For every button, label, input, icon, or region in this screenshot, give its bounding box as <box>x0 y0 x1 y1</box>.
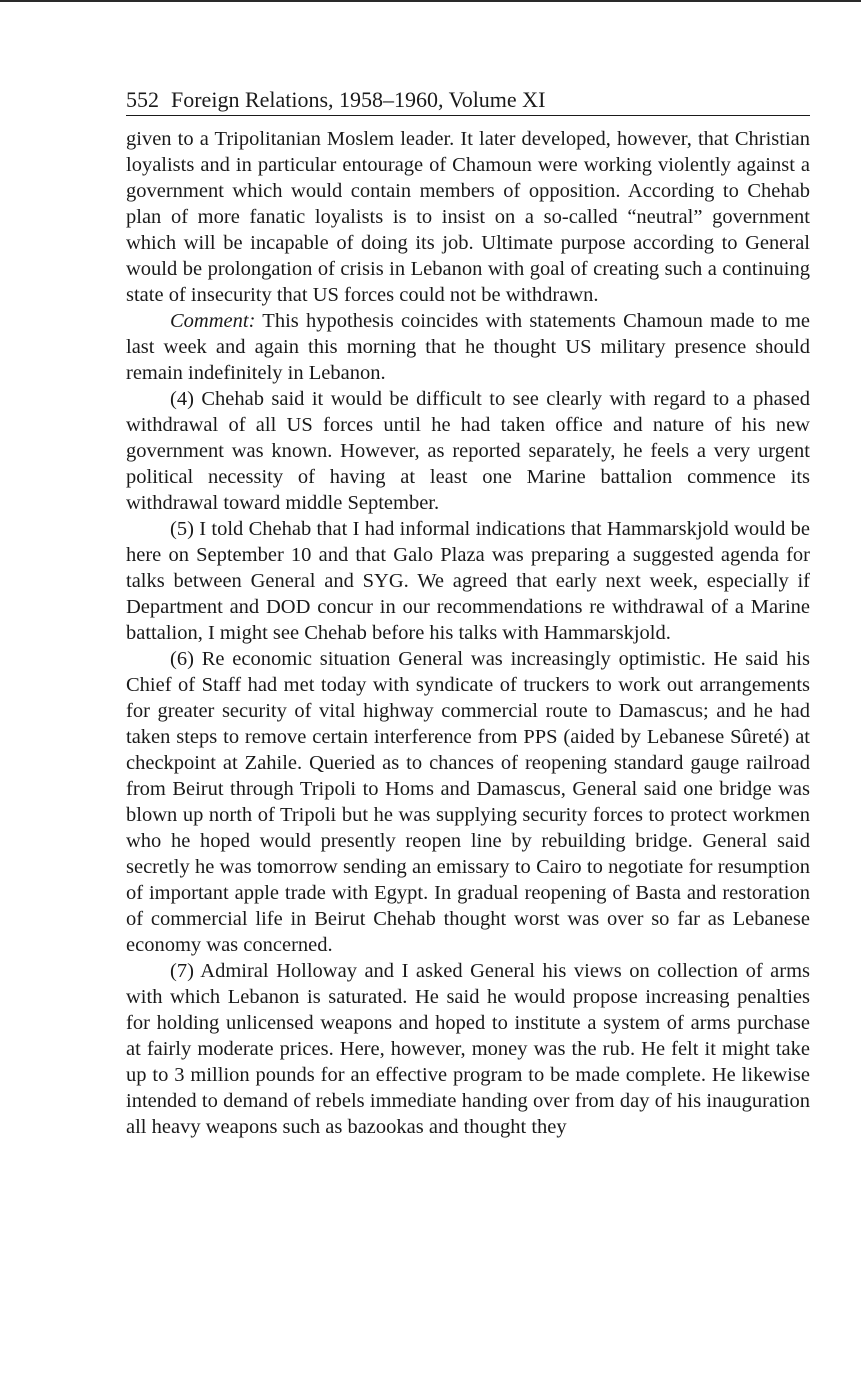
paragraph-item-6: (6) Re economic situation General was increasingly optimistic. He said his Chief of Staff had met today with syndicate of truckers to work out arrangements for greater security of vital highway commercial route to Damascus; and he had taken steps to remove certain interference from PPS (aided by Lebanese Sûreté) at checkpoint at Zahile. Queried as to chances of reopening standard gauge railroad from Beirut through Tripoli to Homs and Damascus, General said one bridge was blown up north of Tripoli but he was supplying security forces to protect workmen who he hoped would presently reopen line by rebuilding bridge. General said secretly he was tomorrow sending an emissary to Cairo to negotiate for resumption of important apple trade with Egypt. In gradual reopening of Basta and restoration of commercial life in Beirut Chehab thought worst was over so far as Lebanese economy was concerned. <box>126 648 810 956</box>
top-edge-rule <box>0 0 861 2</box>
comment-label: Comment: <box>170 310 256 332</box>
body-text <box>126 126 810 1140</box>
running-title: Foreign Relations, 1958–1960, Volume XI <box>171 87 546 112</box>
paragraph-continued: given to a Tripolitanian Moslem leader. It later developed, however, that Christian loyalists and in particular entourage of Chamoun were working violently against a government which would contain members of opposition. According to Chehab plan of more fanatic loyalists is to insist on a so-called “neutral” government which will be incapable of doing its job. Ultimate purpose according to General would be prolongation of crisis in Lebanon with goal of creating such a continuing state of insecurity that US forces could not be withdrawn. <box>126 128 810 306</box>
paragraph-item-5: (5) I told Chehab that I had informal indications that Hammarskjold would be here on September 10 and that Galo Plaza was preparing a suggested agenda for talks between General and SYG. We agreed that early next week, especially if Department and DOD concur in our recommendations re withdrawal of a Marine battalion, I might see Chehab before his talks with Hammarskjold. <box>126 518 810 644</box>
running-head <box>126 86 810 116</box>
document-page <box>126 86 810 1140</box>
paragraph-comment <box>126 308 810 386</box>
comment-text: This hypothesis coincides with statements Chamoun made to me last week and again this morning that he thought US military presence should remain indefinitely in Lebanon. <box>126 310 810 384</box>
page-number: 552 <box>126 87 159 112</box>
paragraph-item-4: (4) Chehab said it would be difficult to see clearly with regard to a phased withdrawal of all US forces until he had taken office and nature of his new government was known. However, as reported separately, he feels a very urgent political necessity of having at least one Marine battalion commence its withdrawal toward middle September. <box>126 388 810 514</box>
paragraph-item-7: (7) Admiral Holloway and I asked General his views on collection of arms with which Lebanon is saturated. He said he would propose increasing penalties for holding unlicensed weapons and hoped to institute a system of arms purchase at fairly moderate prices. Here, however, money was the rub. He felt it might take up to 3 million pounds for an effective program to be made complete. He likewise intended to demand of rebels immediate handing over from day of his inauguration all heavy weapons such as bazookas and thought they <box>126 960 810 1138</box>
